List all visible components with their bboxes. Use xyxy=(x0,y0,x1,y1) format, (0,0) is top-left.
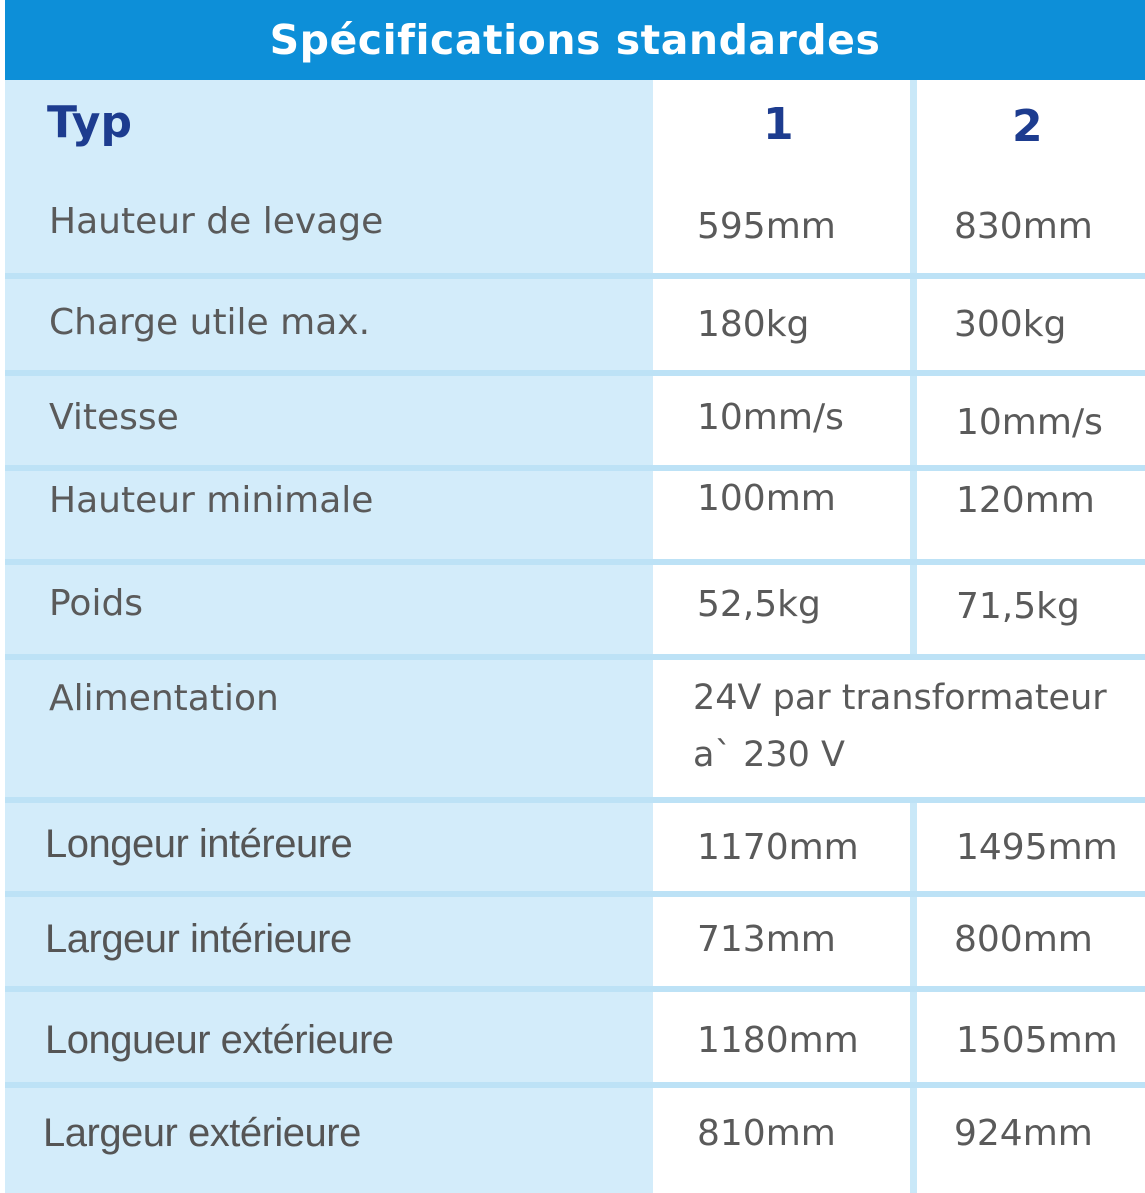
row-value-2: 71,5kg xyxy=(956,586,1080,627)
row-value-2: 924mm xyxy=(954,1113,1093,1154)
row-label: Charge utile max. xyxy=(49,302,371,343)
row-label: Vitesse xyxy=(49,397,179,438)
row-value-1: 100mm xyxy=(697,478,836,519)
row-divider xyxy=(5,559,1145,565)
row-divider xyxy=(5,891,1145,897)
row-divider xyxy=(5,1082,1145,1088)
row-divider xyxy=(5,986,1145,992)
row-value-1: 1180mm xyxy=(697,1020,859,1061)
row-divider xyxy=(5,654,1145,660)
row-value-2: 830mm xyxy=(954,206,1093,247)
row-divider xyxy=(5,465,1145,471)
row-value-2: 800mm xyxy=(954,919,1093,960)
row-label: Hauteur de levage xyxy=(49,201,384,242)
header-typ-label: Typ xyxy=(47,97,132,148)
row-label: Alimentation xyxy=(49,678,279,719)
table-title xyxy=(5,0,1145,80)
row-divider xyxy=(5,797,1145,803)
header-col-1: 1 xyxy=(763,99,794,150)
row-label: Largeur intérieure xyxy=(45,917,352,961)
row-value-1: 180kg xyxy=(697,304,810,345)
row-value-1: 1170mm xyxy=(697,827,859,868)
header-col-2: 2 xyxy=(1012,101,1043,152)
merged-value-line-1: 24V par transformateur xyxy=(693,678,1107,718)
spec-table xyxy=(5,0,1145,1193)
row-divider xyxy=(5,370,1145,376)
row-label: Longeur intéreure xyxy=(45,822,353,866)
row-label: Hauteur minimale xyxy=(49,480,374,521)
column-divider xyxy=(910,800,917,1193)
row-value-2: 300kg xyxy=(954,304,1067,345)
row-value-1: 810mm xyxy=(697,1113,836,1154)
column-divider xyxy=(910,80,917,658)
row-value-1: 713mm xyxy=(697,919,836,960)
row-value-2: 1495mm xyxy=(956,827,1118,868)
row-value-1: 10mm/s xyxy=(697,397,844,438)
row-value-1: 595mm xyxy=(697,206,836,247)
row-value-2: 1505mm xyxy=(956,1020,1118,1061)
row-label: Largeur extérieure xyxy=(43,1111,361,1155)
table-title-text: Spécifications standardes xyxy=(269,16,881,64)
row-value-1: 52,5kg xyxy=(697,584,821,625)
row-label: Poids xyxy=(49,583,144,624)
row-value-2: 120mm xyxy=(956,480,1095,521)
row-value-2: 10mm/s xyxy=(956,402,1103,443)
merged-value-line-2: a` 230 V xyxy=(693,735,845,775)
row-divider xyxy=(5,273,1145,279)
row-label: Longueur extérieure xyxy=(45,1018,394,1062)
